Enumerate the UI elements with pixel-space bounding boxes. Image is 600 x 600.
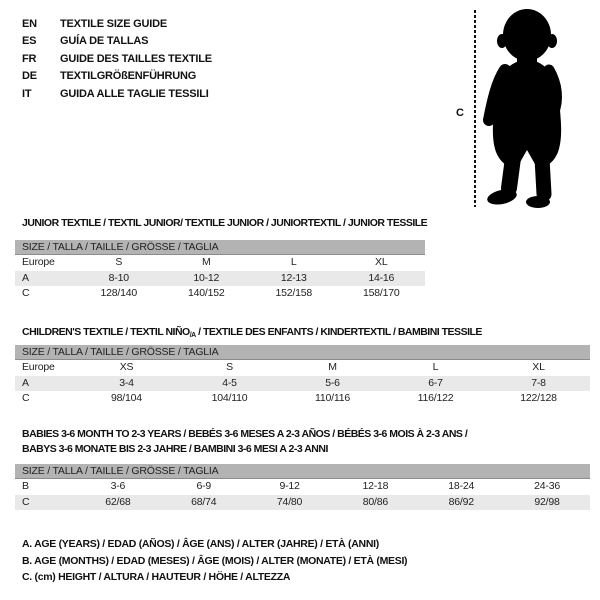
- language-code: ES: [22, 35, 37, 48]
- babies-table-header: SIZE / TALLA / TAILLE / GRÖSSE / TAGLIA: [15, 464, 590, 479]
- age-cell: 12-13: [280, 271, 307, 284]
- row-label: A: [22, 376, 29, 389]
- height-cell: 110/116: [315, 392, 350, 404]
- children-title-text: / TEXTILE DES ENFANTS / KINDERTEXTIL / BAMBINI TESSILE: [195, 326, 482, 338]
- language-row: [22, 68, 212, 86]
- language-row: [22, 50, 212, 68]
- baby-silhouette-icon: [481, 8, 575, 208]
- children-size-table: [15, 345, 590, 407]
- height-cell: 122/128: [520, 392, 557, 404]
- months-cell: 12-18: [362, 480, 389, 492]
- age-cell: 7-8: [531, 376, 546, 389]
- row-label: C: [22, 495, 30, 508]
- language-label: GUIDE DES TAILLES TEXTILE: [60, 52, 212, 65]
- junior-table-header: SIZE / TALLA / TAILLE / GRÖSSE / TAGLIA: [15, 240, 425, 255]
- note-age-months: B. AGE (MONTHS) / EDAD (MESES) / ÂGE (MOIS) / ALTER (MONATE) / ETÀ (MESI): [22, 554, 408, 567]
- age-cell: 8-10: [108, 271, 129, 284]
- babies-section-title-line1: BABIES 3-6 MONTH TO 2-3 YEARS / BEBÉS 3-6 MESES A 2-3 AÑOS / BÉBÉS 3-6 MOIS À 2-3 ANS /: [22, 428, 468, 440]
- row-label: C: [22, 392, 30, 404]
- language-code: EN: [22, 17, 37, 30]
- height-cell: 80/86: [362, 495, 389, 508]
- height-cell: 62/68: [105, 495, 131, 508]
- language-row: [22, 85, 212, 103]
- language-code: DE: [22, 70, 37, 83]
- age-cell: 6-7: [428, 376, 443, 389]
- language-list: [22, 15, 212, 103]
- size-cell: M: [201, 256, 211, 268]
- height-cell: 68/74: [191, 495, 217, 508]
- language-label: GUIDA ALLE TAGLIE TESSILI: [60, 87, 209, 100]
- height-cell: 74/80: [276, 495, 303, 508]
- row-label: B: [22, 480, 29, 492]
- height-cell: 116/122: [417, 392, 454, 404]
- language-label: TEXTILE SIZE GUIDE: [60, 17, 168, 30]
- size-cell: M: [328, 361, 337, 373]
- language-row: [22, 15, 212, 33]
- months-cell: 6-9: [196, 480, 212, 492]
- table-row-europe: [15, 360, 590, 376]
- height-cell: 140/152: [187, 287, 225, 299]
- age-cell: 10-12: [193, 271, 220, 284]
- size-cell: S: [115, 256, 123, 268]
- language-label: TEXTILGRÖßENFÜHRUNG: [60, 70, 197, 83]
- table-row-months: [15, 479, 590, 495]
- babies-section-title-line2: BABYS 3-6 MONATE BIS 2-3 JAHRE / BAMBINI 3-6 MESI A 2-3 ANNI: [22, 443, 328, 455]
- table-row-age: [15, 271, 425, 287]
- row-label: Europe: [22, 256, 55, 268]
- size-cell: L: [432, 361, 439, 373]
- language-row: [22, 33, 212, 51]
- height-cell: 92/98: [534, 495, 560, 508]
- children-section-title: [22, 326, 482, 339]
- legend-notes: [22, 536, 407, 586]
- months-cell: 24-36: [534, 480, 560, 492]
- height-measure-dashed-line: [474, 10, 476, 207]
- note-age-years: A. AGE (YEARS) / EDAD (AÑOS) / ÂGE (ANS) / ALTER (JAHRE) / ETÀ (ANNI): [22, 538, 379, 550]
- size-cell: XL: [532, 361, 545, 373]
- children-title-subscript: /A: [189, 332, 196, 339]
- months-cell: 3-6: [110, 480, 126, 492]
- babies-size-table: [15, 464, 590, 510]
- language-label: GUÍA DE TALLAS: [60, 35, 149, 48]
- age-cell: 3-4: [119, 376, 134, 389]
- age-cell: 4-5: [222, 376, 237, 389]
- note-height-cm: C. (cm) HEIGHT / ALTURA / HAUTEUR / HÖHE / ALTEZZA: [22, 571, 291, 583]
- height-cell: 152/158: [275, 287, 313, 299]
- table-row-height: [15, 286, 425, 302]
- language-code: FR: [22, 52, 37, 65]
- height-measure-label: C: [456, 107, 464, 119]
- table-row-age: [15, 376, 590, 392]
- height-cell: 128/140: [100, 287, 138, 299]
- height-cell: 98/104: [111, 392, 142, 404]
- months-cell: 9-12: [279, 480, 300, 492]
- months-cell: 18-24: [448, 480, 475, 492]
- table-row-height: [15, 495, 590, 511]
- size-cell: XL: [375, 256, 388, 268]
- row-label: A: [22, 271, 29, 284]
- size-cell: L: [290, 256, 297, 268]
- table-row-europe: [15, 255, 425, 271]
- children-title-text: CHILDREN'S TEXTILE / TEXTIL NIÑO: [22, 326, 190, 338]
- row-label: Europe: [22, 361, 55, 373]
- age-cell: 5-6: [325, 376, 340, 389]
- height-cell: 158/170: [362, 287, 400, 299]
- height-cell: 104/110: [211, 392, 248, 404]
- size-cell: S: [226, 361, 233, 373]
- language-code: IT: [22, 87, 32, 100]
- age-cell: 14-16: [368, 271, 395, 284]
- children-table-header: SIZE / TALLA / TAILLE / GRÖSSE / TAGLIA: [15, 345, 590, 360]
- size-cell: XS: [119, 361, 134, 373]
- table-row-height: [15, 391, 590, 407]
- row-label: C: [22, 287, 30, 299]
- height-cell: 86/92: [448, 495, 474, 508]
- junior-size-table: [15, 240, 425, 302]
- junior-section-title: JUNIOR TEXTILE / TEXTIL JUNIOR/ TEXTILE JUNIOR / JUNIORTEXTIL / JUNIOR TESSILE: [22, 217, 428, 229]
